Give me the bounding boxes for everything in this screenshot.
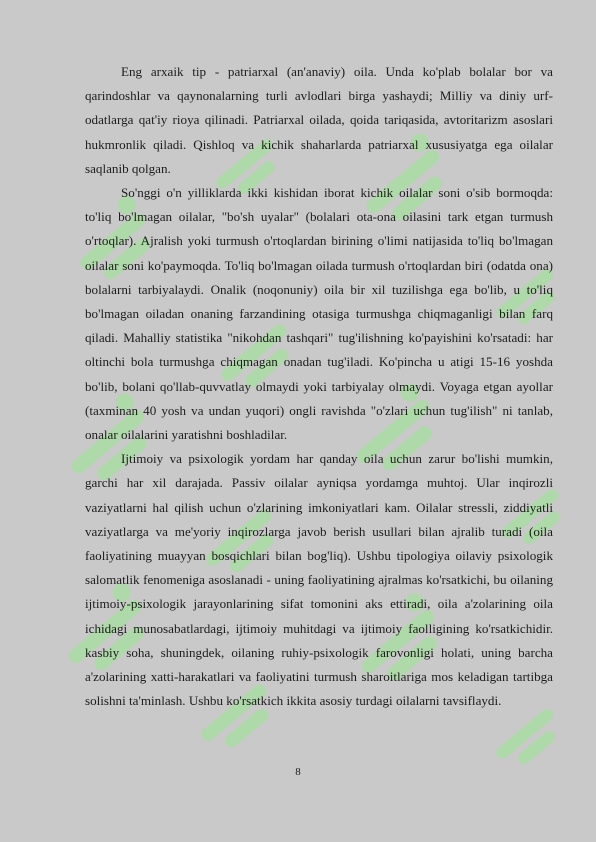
document-body	[85, 60, 553, 713]
paragraph-patriarchal-family: Eng arxaik tip - patriarxal (an'anaviy) oila. Unda ko'plab bolalar bor va qarindoshlar va qaynonalarning turli avlodlari birga yashaydi; Milliy va diniy urf-odatlarga qat'iy rioya qilinadi. Patriarxal oilada, qoida tariqasida, avtoritarizm asoslari hukmronlik qiladi. Qishloq va kichik shaharlarda patriarxal xususiyatga ega oilalar saqlanib qolgan.	[85, 64, 553, 176]
page-number: 8	[295, 766, 301, 778]
paragraph-psychological-support: Ijtimoiy va psixologik yordam har qanday oila uchun zarur bo'lishi mumkin, garchi har xil darajada. Passiv oilalar ayniqsa yordamga muhtoj. Ular inqirozli vaziyatlarni hal qilish uchun o'zlarining imkoniyatlari kam. Oilalar stressli, ziddiyatli vaziyatlarga va me'yoriy inqirozlarga javob berish usullari bilan ajralib turadi (oila faoliyatining muayyan bosqichlari bilan bog'liq). Ushbu tipologiya oilaviy psixologik salomatlik fenomeniga asoslanadi - uning faoliyatining ajralmas ko'rsatkichi, bu oilaning ijtimoiy-psixologik jarayonlarining sifat tomonini aks ettiradi, oila a'zolarining oila ichidagi munosabatlardagi, ijtimoiy muhitdagi va ijtimoiy faolligining ko'rsatkichidir. kasbiy soha, shuningdek, oilaning ruhiy-psixologik farovonligi holati, uning barcha a'zolarining xatti-harakatlari va faoliyatini turmush sharoitlariga mos keladigan tartibga solishni ta'minlash. Ushbu ko'rsatkich ikkita asosiy turdagi oilalarni tavsiflaydi.	[85, 451, 553, 709]
paragraph-small-families: So'nggi o'n yilliklarda ikki kishidan iborat kichik oilalar soni o'sib bormoqda: to'liq bo'lmagan oilalar, "bo'sh uyalar" (bolalari ota-ona oilasini tark etgan turmush o'rtoqlar). Ajralish yoki turmush o'rtoqlardan birining o'limi natijasida to'liq bo'lmagan oilalar soni ko'paymoqda. To'liq bo'lmagan oilada turmush o'rtoqlardan biri (odatda ona) bolalarni tarbiyalaydi. Onalik (noqonuniy) oila bir xil tuzilishga ega bo'lib, u to'liq bo'lmagan oiladan onaning farzandining otasiga turmushga chiqmaganligi bilan farq qiladi. Mahalliy statistika "nikohdan tashqari" tug'ilishning ko'payishini ko'rsatadi: har oltinchi bola turmushga chiqmagan onadan tug'iladi. Ko'pincha u atigi 15-16 yoshda bo'lib, bolani qo'llab-quvvatlay olmaydi yoki tarbiyalay olmaydi. Voyaga etgan ayollar (taxminan 40 yosh va undan yuqori) ongli ravishda "o'zlari uchun tug'ilish" ni tanlab, onalar oilalarini yaratishni boshladilar.	[85, 185, 553, 443]
